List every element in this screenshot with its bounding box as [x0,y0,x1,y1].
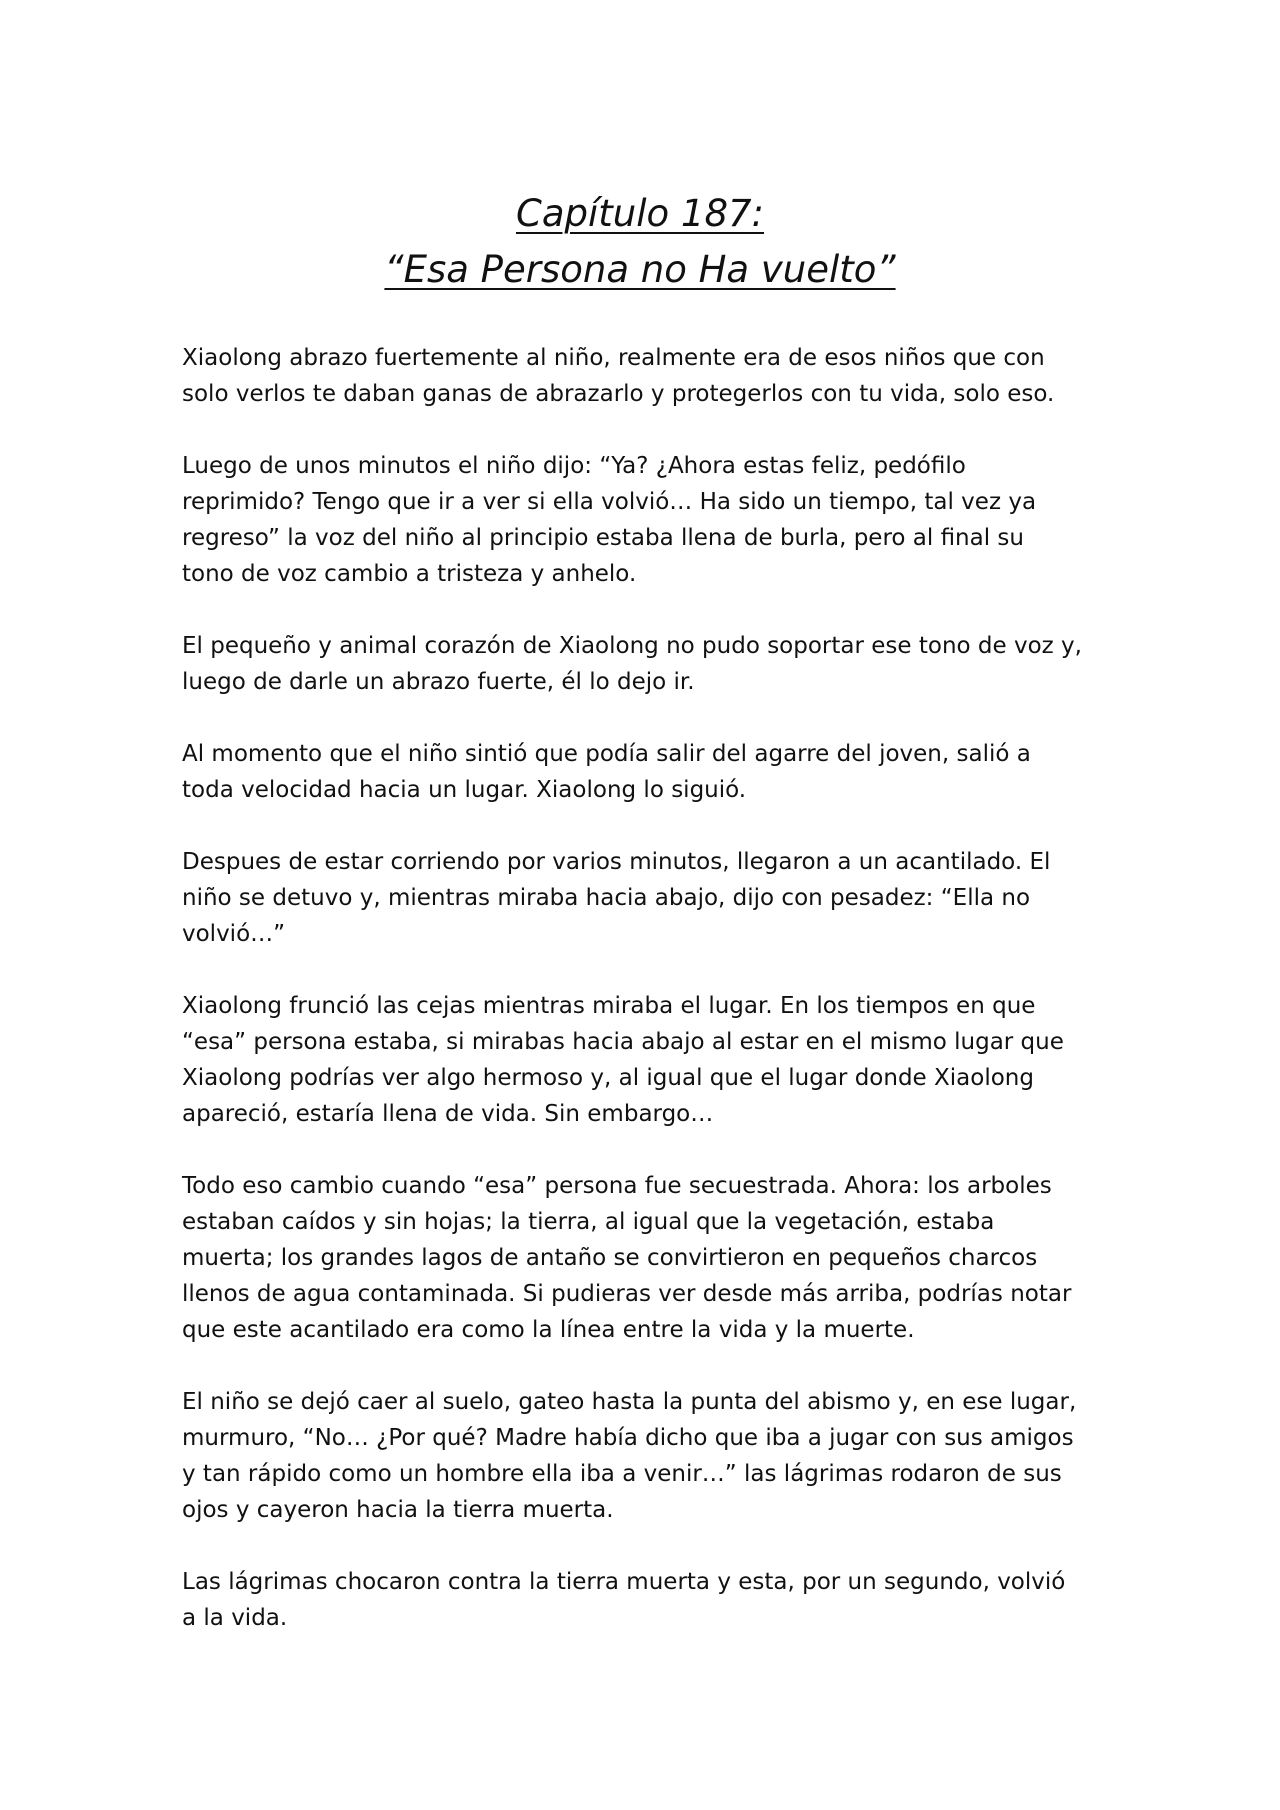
chapter-number: Capítulo 187: [516,192,764,235]
chapter-name: “Esa Persona no Ha vuelto” [384,248,896,291]
paragraph: El niño se dejó caer al suelo, gateo hasta la punta del abismo y, en ese lugar, murmuro, “No… ¿Por qué? Madre había dicho que iba a jugar con sus amigos y tan rápido como un hombre ella iba a venir…” las lágrimas rodaron de sus ojos y cayeron hacia la tierra muerta. [182,1389,1077,1523]
paragraph: Luego de unos minutos el niño dijo: “Ya? ¿Ahora estas feliz, pedófilo reprimido? Tengo que ir a ver si ella volvió… Ha sido un tiempo, tal vez ya regreso” la voz del niño al principio estaba llena de burla, pero al final su tono de voz cambio a tristeza y anhelo. [182,453,1037,587]
paragraph: Xiaolong frunció las cejas mientras miraba el lugar. En los tiempos en que “esa” persona estaba, si mirabas hacia abajo al estar en el mismo lugar que Xiaolong podrías ver algo hermoso y, al igual que el lugar donde Xiaolong apareció, estaría llena de vida. Sin embargo… [182,993,1064,1127]
paragraph: Despues de estar corriendo por varios minutos, llegaron a un acantilado. El niño se detuvo y, mientras miraba hacia abajo, dijo con pesadez: “Ella no volvió…” [182,849,1051,947]
paragraph: El pequeño y animal corazón de Xiaolong no pudo soportar ese tono de voz y, luego de darle un abrazo fuerte, él lo dejo ir. [182,633,1082,695]
paragraph: Xiaolong abrazo fuertemente al niño, realmente era de esos niños que con solo verlos te daban ganas de abrazarlo y protegerlos con tu vida, solo eso. [182,345,1055,407]
paragraph: Las lágrimas chocaron contra la tierra muerta y esta, por un segundo, volvió a la vida. [182,1569,1066,1631]
paragraph: Todo eso cambio cuando “esa” persona fue secuestrada. Ahora: los arboles estaban caídos y sin hojas; la tierra, al igual que la vegetación, estaba muerta; los grandes lagos de antaño se convirtieron en pequeños charcos llenos de agua contaminada. Si pudieras ver desde más arriba, podrías notar que este acantilado era como la línea entre la vida y la muerte. [182,1173,1072,1343]
paragraph: Al momento que el niño sintió que podía salir del agarre del joven, salió a toda velocidad hacia un lugar. Xiaolong lo siguió. [182,741,1031,803]
chapter-body [182,340,1102,1672]
chapter-title [0,186,1280,298]
